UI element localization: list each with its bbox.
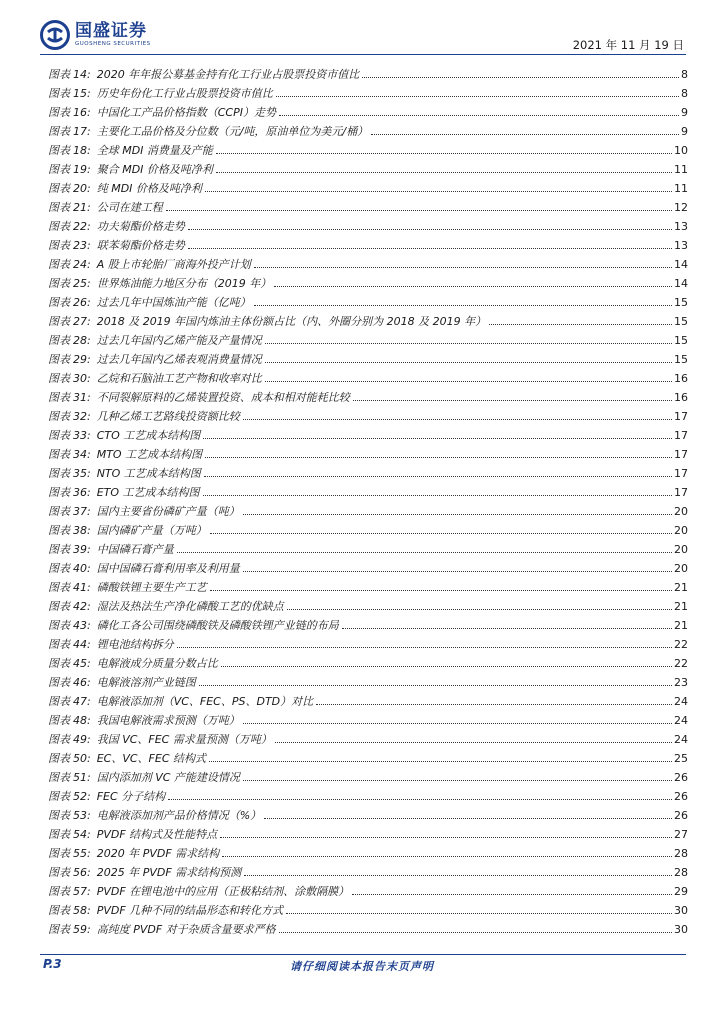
toc-entry-title: 国内添加剂 VC 产能建设情况 [96,771,240,784]
toc-dot-leader [353,400,672,401]
toc-entry-title: 2020 年年报公募基金持有化工行业占股票投资市值比 [96,68,360,81]
toc-dot-leader [243,571,672,572]
toc-entry[interactable] [48,385,688,404]
toc-entry-title: ETO 工艺成本结构图 [96,486,200,499]
toc-entry-title: 电解液成分质量分数占比 [96,657,218,670]
toc-entry-number: 54: [73,828,91,841]
toc-entry-label: 图表 [48,657,70,670]
toc-entry-label: 图表 [48,866,70,879]
footer-divider [40,954,686,955]
toc-dot-leader [243,723,672,724]
toc-entry-number: 32: [73,410,91,423]
toc-entry-label: 图表 [48,467,70,480]
toc-entry[interactable] [48,784,688,803]
toc-entry-page: 21 [674,581,688,594]
toc-entry[interactable] [48,898,688,917]
toc-entry[interactable] [48,233,688,252]
toc-entry[interactable] [48,328,688,347]
toc-entry-page: 16 [674,372,688,385]
toc-entry-label: 图表 [48,771,70,784]
toc-entry-number: 58: [73,904,91,917]
toc-entry-label: 图表 [48,524,70,537]
toc-entry-title: 过去几年中国炼油产能（亿吨） [96,296,251,309]
toc-entry-page: 11 [674,182,688,195]
toc-entry-label: 图表 [48,258,70,271]
toc-entry[interactable] [48,461,688,480]
toc-entry-label: 图表 [48,201,70,214]
toc-dot-leader [209,761,672,762]
toc-entry-title: FEC 分子结构 [96,790,166,803]
toc-entry-label: 图表 [48,182,70,195]
toc-entry-number: 33: [73,429,91,442]
toc-entry-number: 14: [73,68,91,81]
toc-entry[interactable] [48,81,688,100]
toc-dot-leader [188,229,672,230]
toc-entry-title: 过去几年国内乙烯产能及产量情况 [96,334,262,347]
toc-entry[interactable] [48,157,688,176]
report-date: 2021 年 11 月 19 日 [572,38,684,52]
toc-entry-page: 9 [681,125,688,138]
toc-entry-label: 图表 [48,505,70,518]
toc-entry-title: 国内磷矿产量（万吨） [96,524,207,537]
toc-dot-leader [222,856,672,857]
toc-entry[interactable] [48,347,688,366]
toc-entry[interactable] [48,62,688,81]
toc-entry-label: 图表 [48,828,70,841]
toc-entry-label: 图表 [48,543,70,556]
toc-entry-number: 16: [73,106,91,119]
toc-dot-leader [210,590,672,591]
toc-entry-label: 图表 [48,885,70,898]
toc-entry[interactable] [48,214,688,233]
toc-dot-leader [279,932,672,933]
toc-dot-leader [275,742,672,743]
toc-dot-leader [279,115,679,116]
toc-entry-number: 17: [73,125,91,138]
toc-dot-leader [362,77,679,78]
toc-entry-page: 15 [674,334,688,347]
toc-entry-number: 50: [73,752,91,765]
toc-entry-title: 2020 年 PVDF 需求结构 [96,847,220,860]
toc-entry-page: 17 [674,467,688,480]
toc-entry-title: 纯 MDI 价格及吨净利 [96,182,202,195]
toc-entry-label: 图表 [48,277,70,290]
toc-entry-number: 36: [73,486,91,499]
toc-entry[interactable] [48,290,688,309]
toc-entry-number: 23: [73,239,91,252]
toc-entry-label: 图表 [48,334,70,347]
toc-entry-title: 世界炼油能力地区分布（2019 年） [96,277,272,290]
toc-entry-title: 电解液溶剂产业链图 [96,676,196,689]
toc-entry-title: PVDF 结构式及性能特点 [96,828,218,841]
toc-entry-label: 图表 [48,391,70,404]
toc-entry-number: 39: [73,543,91,556]
toc-dot-leader [216,153,672,154]
toc-entry-page: 21 [674,619,688,632]
toc-entry-number: 38: [73,524,91,537]
toc-entry-title: NTO 工艺成本结构图 [96,467,201,480]
toc-entry-title: 2025 年 PVDF 需求结构预测 [96,866,242,879]
toc-entry-page: 12 [674,201,688,214]
toc-entry-number: 48: [73,714,91,727]
toc-entry-page: 28 [674,847,688,860]
toc-entry[interactable] [48,271,688,290]
toc-dot-leader [254,267,672,268]
toc-entry-label: 图表 [48,486,70,499]
toc-entry[interactable] [48,632,688,651]
toc-entry-page: 11 [674,163,688,176]
toc-entry-page: 20 [674,505,688,518]
toc-entry-number: 25: [73,277,91,290]
header-divider [40,54,686,55]
toc-entry-number: 45: [73,657,91,670]
toc-entry-label: 图表 [48,410,70,423]
page-number: P.3 [43,957,62,971]
toc-entry-number: 42: [73,600,91,613]
toc-entry-title: 功夫菊酯价格走势 [96,220,185,233]
toc-entry-label: 图表 [48,581,70,594]
toc-entry-label: 图表 [48,429,70,442]
toc-entry-title: CTO 工艺成本结构图 [96,429,201,442]
toc-entry-number: 49: [73,733,91,746]
toc-dot-leader [371,134,679,135]
toc-entry-page: 22 [674,638,688,651]
toc-entry-label: 图表 [48,315,70,328]
toc-entry-page: 25 [674,752,688,765]
toc-entry[interactable] [48,252,688,271]
toc-entry-page: 15 [674,315,688,328]
toc-entry-label: 图表 [48,239,70,252]
toc-entry-page: 14 [674,258,688,271]
toc-entry[interactable] [48,860,688,879]
toc-entry[interactable] [48,119,688,138]
toc-entry-page: 21 [674,600,688,613]
toc-entry-page: 8 [681,68,688,81]
toc-entry-title: 乙烷和石脑油工艺产物和收率对比 [96,372,262,385]
toc-entry-title: 全球 MDI 消费量及产能 [96,144,213,157]
toc-entry[interactable] [48,480,688,499]
toc-entry[interactable] [48,803,688,822]
toc-entry-label: 图表 [48,923,70,936]
toc-entry-number: 15: [73,87,91,100]
toc-entry-label: 图表 [48,752,70,765]
toc-entry-label: 图表 [48,220,70,233]
toc-entry-page: 26 [674,771,688,784]
toc-entry-number: 43: [73,619,91,632]
toc-entry-number: 53: [73,809,91,822]
toc-entry-page: 8 [681,87,688,100]
toc-entry-number: 30: [73,372,91,385]
toc-entry-label: 图表 [48,847,70,860]
toc-entry-label: 图表 [48,733,70,746]
toc-entry-page: 28 [674,866,688,879]
toc-dot-leader [243,514,672,515]
toc-entry-title: 2018 及 2019 年国内炼油主体份额占比（内、外圈分别为 2018 及 2019 年） [96,315,487,328]
toc-entry[interactable] [48,366,688,385]
toc-entry-label: 图表 [48,353,70,366]
toc-dot-leader [205,457,672,458]
page-header [0,0,724,60]
toc-entry-title: EC、VC、FEC 结构式 [96,752,206,765]
toc-entry-number: 22: [73,220,91,233]
toc-entry-number: 27: [73,315,91,328]
toc-dot-leader [243,419,672,420]
toc-dot-leader [203,495,672,496]
toc-entry-number: 55: [73,847,91,860]
guosheng-logo-icon [40,20,70,50]
toc-dot-leader [244,875,672,876]
toc-entry-title: 不同裂解原料的乙烯装置投资、成本和相对能耗比较 [96,391,350,404]
toc-dot-leader [265,381,672,382]
logo-text: 国盛证券 [75,20,147,41]
toc-entry-page: 10 [674,144,688,157]
toc-entry[interactable] [48,727,688,746]
toc-entry-number: 28: [73,334,91,347]
toc-entry[interactable] [48,746,688,765]
toc-entry[interactable] [48,822,688,841]
toc-entry-title: 聚合 MDI 价格及吨净利 [96,163,213,176]
toc-entry-page: 26 [674,790,688,803]
disclaimer-note: 请仔细阅读本报告末页声明 [290,960,434,973]
toc-dot-leader [177,647,672,648]
toc-entry-title: 电解液添加剂（VC、FEC、PS、DTD）对比 [96,695,314,708]
toc-entry-title: 国内主要省份磷矿产量（吨） [96,505,240,518]
toc-entry[interactable] [48,404,688,423]
toc-entry-page: 26 [674,809,688,822]
toc-entry[interactable] [48,594,688,613]
toc-entry-label: 图表 [48,163,70,176]
toc-entry-title: 中国化工产品价格指数（CCPI）走势 [96,106,276,119]
toc-entry-title: 电解液添加剂产品价格情况（%） [96,809,262,822]
toc-entry-label: 图表 [48,676,70,689]
toc-entry-number: 34: [73,448,91,461]
toc-entry-title: MTO 工艺成本结构图 [96,448,203,461]
toc-entry-title: 中国磷石膏产量 [96,543,174,556]
toc-dot-leader [203,438,672,439]
toc-entry-number: 41: [73,581,91,594]
toc-entry-title: 几种乙烯工艺路线投资额比较 [96,410,240,423]
toc-dot-leader [342,628,672,629]
toc-entry-number: 37: [73,505,91,518]
toc-entry[interactable] [48,689,688,708]
toc-entry[interactable] [48,309,688,328]
toc-entry-title: PVDF 在锂电池中的应用（正极粘结剂、涂敷隔膜） [96,885,350,898]
toc-entry-label: 图表 [48,106,70,119]
toc-entry-number: 44: [73,638,91,651]
toc-dot-leader [177,552,672,553]
toc-entry-number: 26: [73,296,91,309]
toc-entry-page: 17 [674,448,688,461]
toc-entry-number: 51: [73,771,91,784]
toc-entry-number: 35: [73,467,91,480]
toc-dot-leader [254,305,672,306]
toc-entry-label: 图表 [48,144,70,157]
toc-entry-number: 21: [73,201,91,214]
toc-entry-page: 20 [674,562,688,575]
toc-entry[interactable] [48,195,688,214]
toc-entry-number: 31: [73,391,91,404]
toc-entry[interactable] [48,138,688,157]
toc-entry[interactable] [48,841,688,860]
toc-entry-number: 56: [73,866,91,879]
toc-entry[interactable] [48,537,688,556]
toc-entry-label: 图表 [48,638,70,651]
toc-dot-leader [265,362,672,363]
toc-entry[interactable] [48,100,688,119]
toc-entry-number: 46: [73,676,91,689]
toc-dot-leader [276,96,679,97]
toc-entry-number: 20: [73,182,91,195]
toc-entry-page: 24 [674,714,688,727]
toc-dot-leader [220,837,672,838]
toc-entry-number: 47: [73,695,91,708]
toc-entry-number: 29: [73,353,91,366]
toc-entry-title: 国中国磷石膏利用率及利用量 [96,562,240,575]
toc-entry[interactable] [48,670,688,689]
toc-entry[interactable] [48,518,688,537]
toc-entry-label: 图表 [48,714,70,727]
toc-entry-page: 9 [681,106,688,119]
toc-entry-number: 52: [73,790,91,803]
toc-entry[interactable] [48,613,688,632]
toc-dot-leader [221,666,672,667]
toc-entry-label: 图表 [48,448,70,461]
toc-entry-title: 磷化工各公司围绕磷酸铁及磷酸铁锂产业链的布局 [96,619,339,632]
toc-entry-label: 图表 [48,904,70,917]
toc-entry-title: PVDF 几种不同的结晶形态和转化方式 [96,904,284,917]
toc-entry[interactable] [48,765,688,784]
toc-entry-page: 29 [674,885,688,898]
toc-entry[interactable] [48,708,688,727]
toc-entry-page: 17 [674,486,688,499]
toc-entry-page: 24 [674,733,688,746]
toc-entry[interactable] [48,575,688,594]
toc-entry-title: 主要化工品价格及分位数（元/吨，原油单位为美元/桶） [96,125,369,138]
toc-entry-label: 图表 [48,125,70,138]
toc-entry-number: 24: [73,258,91,271]
toc-entry-label: 图表 [48,296,70,309]
toc-entry-page: 16 [674,391,688,404]
toc-entry-title: 过去几年国内乙烯表观消费量情况 [96,353,262,366]
toc-entry-page: 17 [674,410,688,423]
toc-entry-page: 20 [674,543,688,556]
toc-dot-leader [352,894,672,895]
toc-entry-number: 19: [73,163,91,176]
toc-dot-leader [188,248,672,249]
toc-dot-leader [286,913,672,914]
toc-entry-label: 图表 [48,809,70,822]
toc-entry-title: 我国电解液需求预测（万吨） [96,714,240,727]
toc-entry-number: 59: [73,923,91,936]
toc-entry-title: 湿法及热法生产净化磷酸工艺的优缺点 [96,600,284,613]
toc-entry-label: 图表 [48,68,70,81]
toc-entry-page: 13 [674,220,688,233]
toc-entry-label: 图表 [48,619,70,632]
toc-entry-page: 30 [674,904,688,917]
toc-entry-label: 图表 [48,790,70,803]
toc-entry[interactable] [48,176,688,195]
toc-entry-page: 22 [674,657,688,670]
toc-entry-number: 40: [73,562,91,575]
toc-entry-page: 15 [674,353,688,366]
toc-entry-title: 历史年份化工行业占股票投资市值比 [96,87,273,100]
toc-entry-title: 磷酸铁锂主要生产工艺 [96,581,207,594]
toc-dot-leader [264,818,672,819]
table-of-figures [48,62,688,936]
toc-entry[interactable] [48,499,688,518]
toc-entry-page: 27 [674,828,688,841]
toc-dot-leader [287,609,672,610]
toc-dot-leader [316,704,672,705]
toc-entry-title: A 股上市轮胎厂商海外投产计划 [96,258,251,271]
toc-entry-page: 23 [674,676,688,689]
toc-dot-leader [243,780,672,781]
toc-dot-leader [166,210,672,211]
toc-dot-leader [489,324,672,325]
toc-entry[interactable] [48,423,688,442]
toc-entry[interactable] [48,917,688,936]
toc-dot-leader [204,476,672,477]
toc-dot-leader [205,191,672,192]
toc-dot-leader [168,799,672,800]
toc-dot-leader [199,685,672,686]
toc-entry-title: 公司在建工程 [96,201,163,214]
toc-entry-page: 30 [674,923,688,936]
toc-entry-title: 联苯菊酯价格走势 [96,239,185,252]
toc-entry-label: 图表 [48,695,70,708]
toc-entry-label: 图表 [48,87,70,100]
toc-entry-page: 20 [674,524,688,537]
toc-entry-page: 17 [674,429,688,442]
toc-entry[interactable] [48,556,688,575]
toc-entry-page: 13 [674,239,688,252]
toc-entry[interactable] [48,651,688,670]
toc-entry-title: 我国 VC、FEC 需求量预测（万吨） [96,733,272,746]
toc-entry-number: 18: [73,144,91,157]
toc-dot-leader [216,172,672,173]
toc-entry-label: 图表 [48,600,70,613]
toc-entry[interactable] [48,442,688,461]
toc-entry-label: 图表 [48,372,70,385]
logo-subtext: GUOSHENG SECURITIES [75,40,151,47]
company-logo [40,18,151,52]
toc-entry-title: 高纯度 PVDF 对于杂质含量要求严格 [96,923,276,936]
toc-entry-number: 57: [73,885,91,898]
toc-dot-leader [274,286,672,287]
toc-entry-page: 24 [674,695,688,708]
toc-entry-title: 锂电池结构拆分 [96,638,174,651]
toc-entry-label: 图表 [48,562,70,575]
toc-entry-page: 15 [674,296,688,309]
toc-dot-leader [210,533,672,534]
toc-entry-page: 14 [674,277,688,290]
toc-entry[interactable] [48,879,688,898]
toc-dot-leader [265,343,672,344]
